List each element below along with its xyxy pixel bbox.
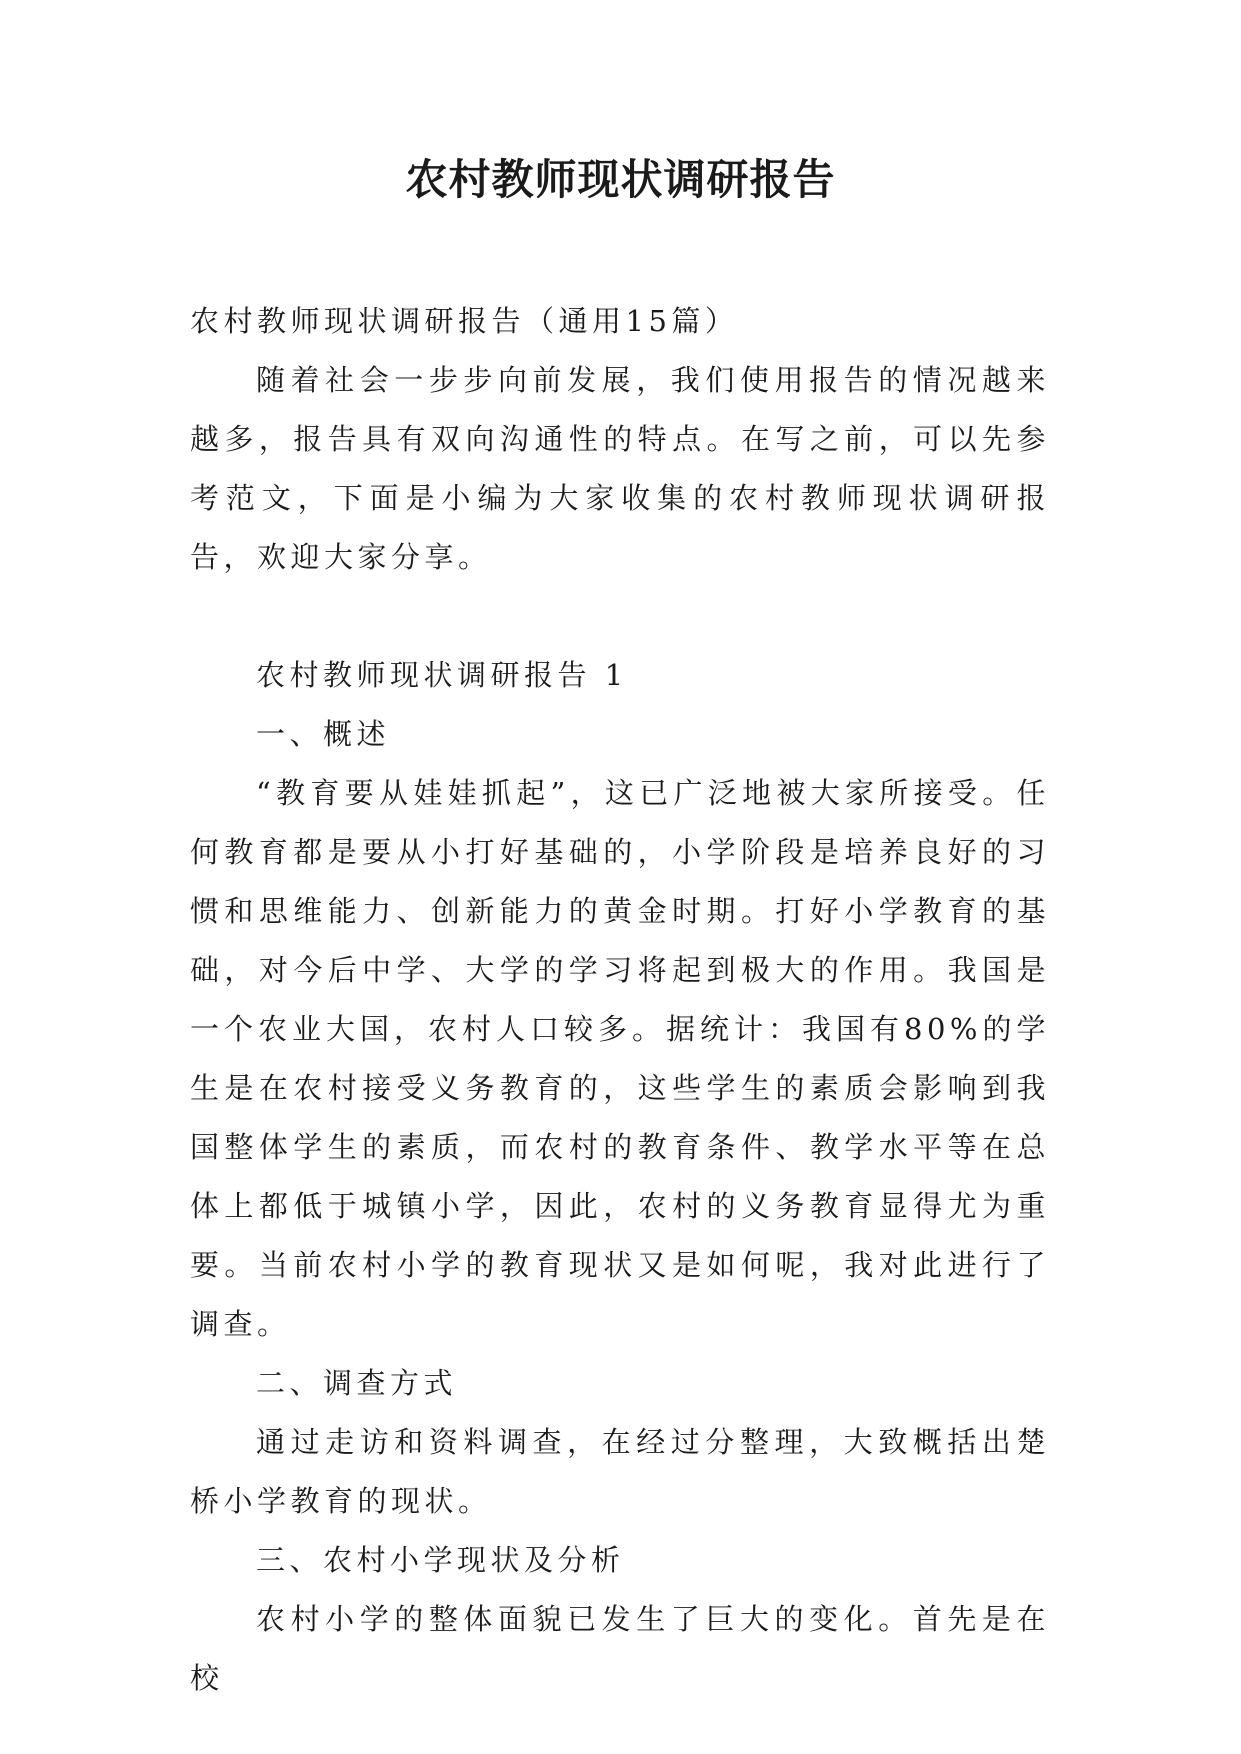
status-analysis-paragraph: 农村小学的整体面貌已发生了巨大的变化。首先是在校 xyxy=(190,1602,1050,1695)
intro-paragraph: 随着社会一步步向前发展，我们使用报告的情况越来越多，报告具有双向沟通性的特点。在写之前，可以先参考范文，下面是小编为大家收集的农村教师现状调研报告，欢迎大家分享。 xyxy=(190,363,1050,574)
survey-method-paragraph: 通过走访和资料调查，在经过分整理，大致概括出楚桥小学教育的现状。 xyxy=(190,1425,1050,1518)
document-title: 农村教师现状调研报告 xyxy=(405,155,836,204)
heading-status-analysis: 三、农村小学现状及分析 xyxy=(256,1543,625,1577)
document-body xyxy=(190,292,1050,1708)
heading-overview: 一、概述 xyxy=(256,717,391,751)
overview-paragraph: “教育要从娃娃抓起”，这已广泛地被大家所接受。任何教育都是要从小打好基础的，小学阶段是培养良好的习惯和思维能力、创新能力的黄金时期。打好小学教育的基础，对今后中学、大学的学习将起到极大的作用。我国是一个农业大国，农村人口较多。据统计：我国有80%的学生是在农村接受义务教育的，这些学生的素质会影响到我国整体学生的素质，而农村的教育条件、教学水平等在总体上都低于城镇小学，因此，农村的义务教育显得尤为重要。当前农村小学的教育现状又是如何呢，我对此进行了调查。 xyxy=(190,776,1050,1341)
heading-survey-method: 二、调查方式 xyxy=(256,1366,458,1400)
section-heading-report-1: 农村教师现状调研报告 1 xyxy=(256,658,628,692)
section-spacer xyxy=(190,587,1050,646)
subtitle-paragraph: 农村教师现状调研报告（通用15篇） xyxy=(190,304,739,338)
